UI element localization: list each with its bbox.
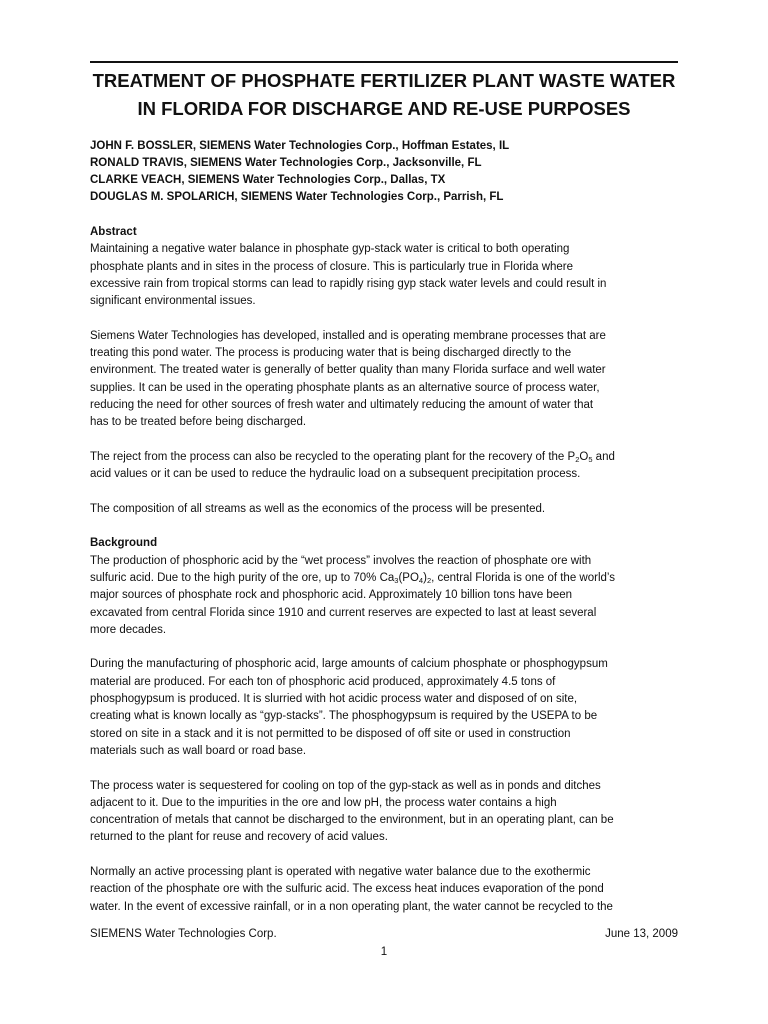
background-paragraph-1 bbox=[90, 553, 680, 639]
abstract-heading: Abstract bbox=[90, 226, 137, 238]
text-line: phosphogypsum is produced. It is slurried with hot acidic process water and disposed of on site, bbox=[90, 693, 578, 706]
text-line bbox=[90, 570, 680, 587]
text-line: excessive rain from tropical storms can lead to rapidly rising gyp stack water levels and could result in bbox=[90, 277, 607, 290]
title-line-2: IN FLORIDA FOR DISCHARGE AND RE-USE PURPOSES bbox=[137, 98, 631, 119]
text-line: The production of phosphoric acid by the “wet process” involves the reaction of phosphate ore with bbox=[90, 554, 592, 567]
text-line: more decades. bbox=[90, 623, 167, 636]
author-line: JOHN F. BOSSLER, SIEMENS Water Technologies Corp., Hoffman Estates, IL bbox=[90, 140, 510, 152]
author-line: RONALD TRAVIS, SIEMENS Water Technologies Corp., Jacksonville, FL bbox=[90, 157, 482, 169]
text-segment: (PO bbox=[398, 571, 419, 584]
abstract-paragraph-3 bbox=[90, 449, 680, 484]
text-line: During the manufacturing of phosphoric acid, large amounts of calcium phosphate or phosphogypsum bbox=[90, 658, 608, 671]
author-line: DOUGLAS M. SPOLARICH, SIEMENS Water Technologies Corp., Parrish, FL bbox=[90, 191, 504, 203]
text-line: treating this pond water. The process is producing water that is being discharged directly to the bbox=[90, 347, 572, 360]
text-line: has to be treated before being discharged. bbox=[90, 416, 307, 429]
background-paragraph-2 bbox=[90, 656, 680, 760]
text-line: stored on site in a stack and it is not permitted to be disposed of off site or used in construction bbox=[90, 727, 571, 740]
text-line: reducing the need for other sources of fresh water and ultimately reducing the amount of water that bbox=[90, 398, 594, 411]
text-line: supplies. It can be used in the operating phosphate plants as an alternative source of process water, bbox=[90, 381, 600, 394]
text-segment: sulfuric acid. Due to the high purity of the ore, up to 70% Ca bbox=[90, 571, 395, 584]
text-line: major sources of phosphate rock and phosphoric acid. Approximately 10 billion tons have been bbox=[90, 589, 573, 602]
text-line: Maintaining a negative water balance in phosphate gyp-stack water is critical to both operating bbox=[90, 243, 570, 256]
author-list bbox=[90, 138, 678, 206]
text-line: Normally an active processing plant is operated with negative water balance due to the exothermic bbox=[90, 865, 591, 878]
text-line: water. In the event of excessive rainfall, or in a non operating plant, the water cannot be recycled to the bbox=[90, 900, 613, 913]
text-line: acid values or it can be used to reduce the hydraulic load on a subsequent precipitation process. bbox=[90, 468, 581, 481]
subscript: 2 bbox=[426, 575, 432, 585]
page-footer bbox=[90, 926, 678, 946]
text-line: significant environmental issues. bbox=[90, 295, 256, 308]
subscript: 3 bbox=[394, 575, 399, 585]
text-segment: , central Florida is one of the world’s bbox=[431, 571, 615, 584]
text-line: environment. The treated water is generally of better quality than many Florida surface and well water bbox=[90, 364, 606, 377]
text-line: The process water is sequestered for cooling on top of the gyp-stack as well as in ponds and ditches bbox=[90, 779, 601, 792]
abstract-paragraph-4 bbox=[90, 501, 680, 518]
text-line: materials such as wall board or road base. bbox=[90, 744, 307, 757]
text-line: reaction of the phosphate ore with the sulfuric acid. The excess heat induces evaporation of the pond bbox=[90, 883, 604, 896]
text-line: Siemens Water Technologies has developed, installed and is operating membrane processes that are bbox=[90, 329, 606, 342]
background-heading: Background bbox=[90, 537, 158, 550]
text-segment: ) bbox=[423, 571, 427, 584]
page-number: 1 bbox=[380, 946, 388, 958]
subscript: 4 bbox=[418, 575, 424, 585]
text-line: creating what is known locally as “gyp-stacks”. The phosphogypsum is required by the USEPA to be bbox=[90, 710, 598, 723]
text-line: returned to the plant for reuse and recovery of acid values. bbox=[90, 831, 388, 844]
subscript: 2 bbox=[575, 454, 580, 464]
document-body bbox=[90, 224, 680, 916]
text-line: material are produced. For each ton of phosphoric acid produced, approximately 4.5 tons of bbox=[90, 675, 556, 688]
background-paragraph-3 bbox=[90, 778, 680, 847]
abstract-paragraph-2 bbox=[90, 328, 680, 432]
text-line: adjacent to it. Due to the impurities in the ore and low pH, the process water contains a high bbox=[90, 796, 557, 809]
text-segment: The reject from the process can also be recycled to the operating plant for the recovery of the P bbox=[90, 450, 576, 463]
text-line: The composition of all streams as well as the economics of the process will be presented. bbox=[90, 502, 546, 515]
text-segment: O bbox=[579, 450, 589, 463]
document-title bbox=[80, 67, 688, 123]
footer-date: June 13, 2009 bbox=[605, 928, 678, 940]
text-line: phosphate plants and in sites in the process of closure. This is particularly true in Florida where bbox=[90, 260, 574, 273]
text-segment: and bbox=[592, 450, 615, 463]
title-rule bbox=[90, 61, 678, 63]
footer-company: SIEMENS Water Technologies Corp. bbox=[90, 928, 277, 940]
text-line: concentration of metals that cannot be discharged to the environment, but in an operating plant, can be bbox=[90, 814, 614, 827]
subscript: 5 bbox=[588, 454, 593, 464]
text-line: excavated from central Florida since 1910 and current reserves are expected to last at least several bbox=[90, 606, 597, 619]
title-line-1: TREATMENT OF PHOSPHATE FERTILIZER PLANT WASTE WATER bbox=[92, 70, 676, 91]
background-paragraph-4 bbox=[90, 864, 680, 916]
text-line bbox=[90, 449, 680, 466]
abstract-paragraph-1 bbox=[90, 241, 680, 310]
author-line: CLARKE VEACH, SIEMENS Water Technologies Corp., Dallas, TX bbox=[90, 174, 446, 186]
